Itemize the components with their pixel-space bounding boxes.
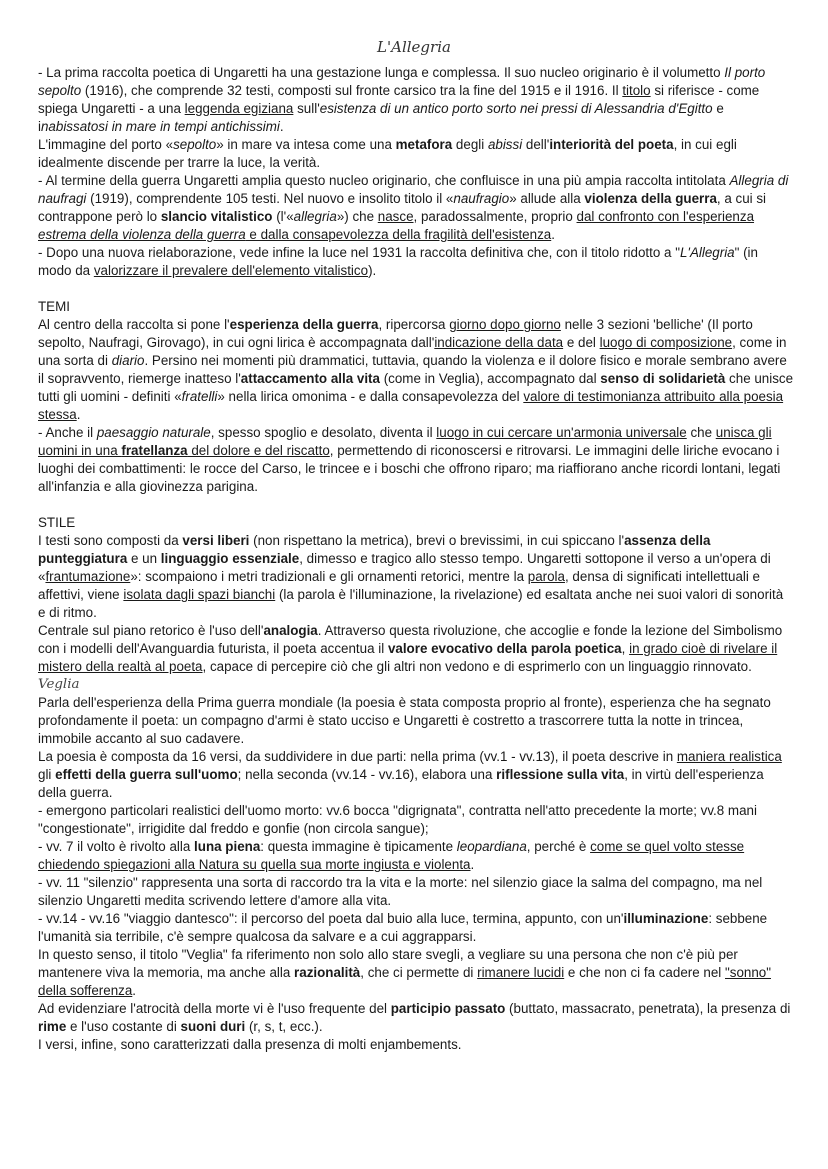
veglia-paragraph-2: La poesia è composta da 16 versi, da suddividere in due parti: nella prima (vv.1 - vv.13), il poeta descrive in maniera realistica gli effetti della guerra sull'uomo; nella seconda (vv.14 - vv.16), elabora una riflessione sulla vita, in virtù dell'esperienza della guerra. [38,749,782,800]
veglia-paragraph-9: I versi, infine, sono caratterizzati dalla presenza di molti enjambements. [38,1037,462,1052]
intro-paragraph-4: - Dopo una nuova rielaborazione, vede infine la luce nel 1931 la raccolta definitiva che, con il titolo ridotto a "L'Allegria" (in modo da valorizzare il prevalere dell'elemento vitalistico). [38,245,758,278]
intro-paragraph-3: - Al termine della guerra Ungaretti amplia questo nucleo originario, che confluisce in una più ampia raccolta intitolata Allegria di naufragi (1919), comprendente 105 testi. Nel nuovo e insolito titolo il «naufragio» allude alla violenza della guerra, a cui si contrappone però lo slancio vitalistico (l'«allegria») che nasce, paradossalmente, proprio dal confronto con l'esperienza estrema della violenza della guerra e dalla consapevolezza della fragilità dell'esistenza. [38,173,789,242]
veglia-paragraph-6: - vv.14 - vv.16 "viaggio dantesco": il percorso del poeta dal buio alla luce, termina, appunto, con un'illuminazione: sebbene l'umanità sia terribile, c'è sempre qualcosa da salvare e a cui aggrapparsi. [38,911,768,944]
stile-paragraph-1: I testi sono composti da versi liberi (non rispettano la metrica), brevi o brevissimi, in cui spiccano l'assenza della punteggiatura e un linguaggio essenziale, dimesso e tragico allo stesso tempo. Ungaretti sottopone il verso a un'opera di «frantumazione»: scompaiono i metri tradizionali e gli ornamenti retorici, mentre la parola, densa di significati intellettuali e affettivi, viene isolata dagli spazi bianchi (la parola è l'illuminazione, la rivelazione) ed esaltata anche nei suoi valori di sonorità e di ritmo. [38,533,784,620]
temi-paragraph-1: Al centro della raccolta si pone l'esperienza della guerra, ripercorsa giorno dopo giorno nelle 3 sezioni 'belliche' (Il porto sepolto, Naufragi, Girovago), in cui ogni lirica è accompagnata dall'indicazione della data e del luogo di composizione, come in una sorta di diario. Persino nei momenti più drammatici, tuttavia, quando la violenza e il dolore fisico e morale sembrano avere il sopravvento, riemerge inatteso l'attaccamento alla vita (come in Veglia), accompagnato dal senso di solidarietà che unisce tutti gli uomini - definiti «fratelli» nella lirica omonima - e dalla consapevolezza del valore di testimonianza attribuito alla poesia stessa. [38,317,794,422]
temi-heading: TEMI [38,299,70,314]
veglia-paragraph-8: Ad evidenziare l'atrocità della morte vi è l'uso frequente del participio passato (buttato, massacrato, penetrata), la presenza di rime e l'uso costante di suoni duri (r, s, t, ecc.). [38,1001,791,1034]
veglia-paragraph-5: - vv. 11 "silenzio" rappresenta una sorta di raccordo tra la vita e la morte: nel silenzio giace la salma del compagno, ma nel silenzio Ungaretti medita scrivendo lettere d'amore alla vita. [38,875,763,908]
document-title: L'Allegria [377,38,451,56]
veglia-paragraph-1: Parla dell'esperienza della Prima guerra mondiale (la poesia è stata composta proprio al fronte), esperienza che ha segnato profondamente il poeta: un compagno d'armi è stato ucciso e Ungaretti è costretto a trascorrere tutta la notte in trincea, immobile accanto al suo cadavere. [38,695,771,746]
underlined-phrase: dal confronto con l'esperienza estrema della violenza della guerra e dalla consapevolezza della fragilità dell'esistenza [38,209,755,242]
veglia-heading: Veglia [38,677,80,692]
document-body [38,64,794,1054]
stile-heading: STILE [38,515,76,530]
veglia-paragraph-7: In questo senso, il titolo "Veglia" fa riferimento non solo allo stare svegli, a vegliare su una persona che non c'è più per mantenere viva la memoria, ma anche alla razionalità, che ci permette di rimanere lucidi e che non ci fa cadere nel "sonno" della sofferenza. [38,947,771,998]
stile-paragraph-2: Centrale sul piano retorico è l'uso dell'analogia. Attraverso questa rivoluzione, che accoglie e fonde la lezione del Simbolismo con i modelli dell'Avanguardia futurista, il poeta accentua il valore evocativo della parola poetica, in grado cioè di rivelare il mistero della realtà al poeta, capace di percepire ciò che gli altri non vedono e di esprimerlo con un linguaggio rinnovato. [38,623,783,674]
underlined-phrase: unisca gli uomini in una fratellanza del dolore e del riscatto [38,425,772,458]
veglia-paragraph-3: - emergono particolari realistici dell'uomo morto: vv.6 bocca "digrignata", contratta nell'atto precedente la morte; vv.8 mani "congestionate", irrigidite dal freddo e gonfie (non circola sangue); [38,803,757,836]
veglia-paragraph-4: - vv. 7 il volto è rivolto alla luna piena: questa immagine è tipicamente leopardiana, perché è come se quel volto stesse chiedendo spiegazioni alla Natura su quella sua morte ingiusta e violenta. [38,839,745,872]
intro-paragraph-2: L'immagine del porto «sepolto» in mare va intesa come una metafora degli abissi dell'interiorità del poeta, in cui egli idealmente discende per trarre la luce, la verità. [38,137,737,170]
intro-paragraph-1: - La prima raccolta poetica di Ungaretti ha una gestazione lunga e complessa. Il suo nucleo originario è il volumetto Il porto sepolto (1916), che comprende 32 testi, composti sul fronte carsico tra la fine del 1915 e il 1916. Il titolo si riferisce - come spiega Ungaretti - a una leggenda egiziana sull'esistenza di un antico porto sorto nei pressi di Alessandria d'Egitto e inabissatosi in mare in tempi antichissimi. [38,65,766,134]
temi-paragraph-2: - Anche il paesaggio naturale, spesso spoglio e desolato, diventa il luogo in cui cercare un'armonia universale che unisca gli uomini in una fratellanza del dolore e del riscatto, permettendo di riconoscersi e ritrovarsi. Le immagini delle liriche evocano i luoghi dei combattimenti: le rocce del Carso, le trincee e i boschi che offrono riparo; ma riaffiorano anche ricordi lontani, legati all'infanzia e alla giovinezza parigina. [38,425,781,494]
